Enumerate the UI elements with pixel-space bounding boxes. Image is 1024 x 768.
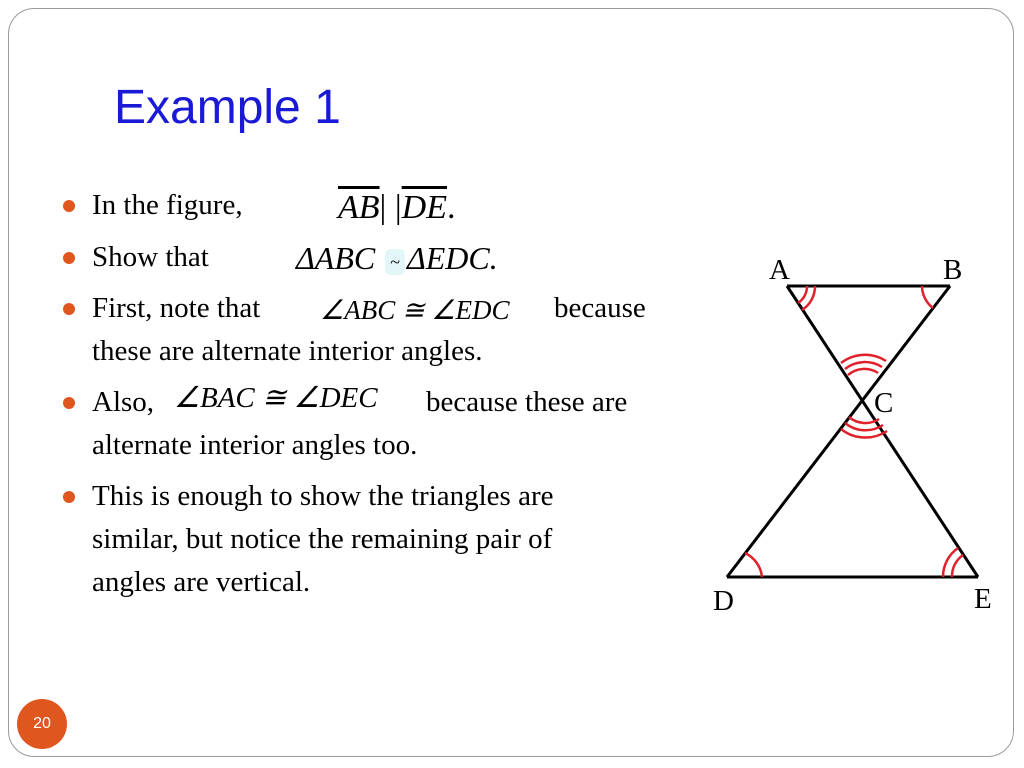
arc-b — [922, 286, 933, 308]
vertex-label-b: B — [943, 254, 963, 286]
arc-a-inner — [798, 286, 807, 303]
parallel-symbol: | | — [379, 189, 402, 226]
bullet-text: these are alternate interior angles. — [92, 335, 483, 367]
bullet-dot-icon — [63, 200, 75, 212]
similarity-statement — [296, 237, 498, 280]
bullet-text: In the figure, — [92, 189, 243, 221]
bullet-dot-icon — [63, 397, 75, 409]
segment-bd-line — [727, 286, 950, 577]
vertex-label-d: D — [713, 585, 734, 617]
segment-ab: $\overline{AB}$ — [338, 189, 380, 226]
slide-title: Example 1 — [114, 81, 341, 134]
bullet-dot-icon — [63, 303, 75, 315]
bullet-dot-icon — [63, 252, 75, 264]
bullet-text: similar, but notice the remaining pair of — [92, 523, 553, 555]
bullet-text: because — [554, 292, 646, 324]
bullet-dot-icon — [63, 491, 75, 503]
vertex-label-a: A — [769, 254, 790, 286]
bullet-text: This is enough to show the triangles are — [92, 480, 554, 512]
figure-drawing — [700, 240, 1000, 630]
arc-d — [745, 553, 762, 577]
bullet-text: alternate interior angles too. — [92, 429, 418, 461]
vertex-label-e: E — [974, 583, 992, 615]
similar-symbol: ~ — [385, 249, 405, 275]
figure-lines — [727, 286, 978, 577]
triangle-abc: ΔABC — [296, 240, 376, 276]
bullet-text: First, note that — [92, 292, 261, 324]
parallel-statement: $\overline{AB}|$ $|\overline{DE}$. — [338, 189, 456, 226]
slide-number-badge: 20 — [17, 699, 67, 749]
bullet-text: Show that — [92, 241, 209, 273]
arc-e-inner — [952, 555, 963, 577]
arc-c-top-1 — [848, 369, 878, 375]
congruent-angles-bac-dec: ∠BAC ≅ ∠DEC — [174, 382, 378, 414]
triangle-edc: ΔEDC. — [406, 240, 498, 276]
angle-arcs — [745, 286, 963, 577]
vertex-label-c: C — [874, 387, 894, 419]
segment-ae-line — [787, 286, 978, 577]
bullet-text: because these are — [426, 386, 628, 418]
bullet-text: Also, — [92, 386, 155, 418]
congruent-angles-abc-edc: ∠ABC ≅ ∠EDC — [320, 295, 510, 325]
segment-de: $\overline{DE}$ — [401, 189, 447, 226]
bullet-text: angles are vertical. — [92, 566, 311, 598]
